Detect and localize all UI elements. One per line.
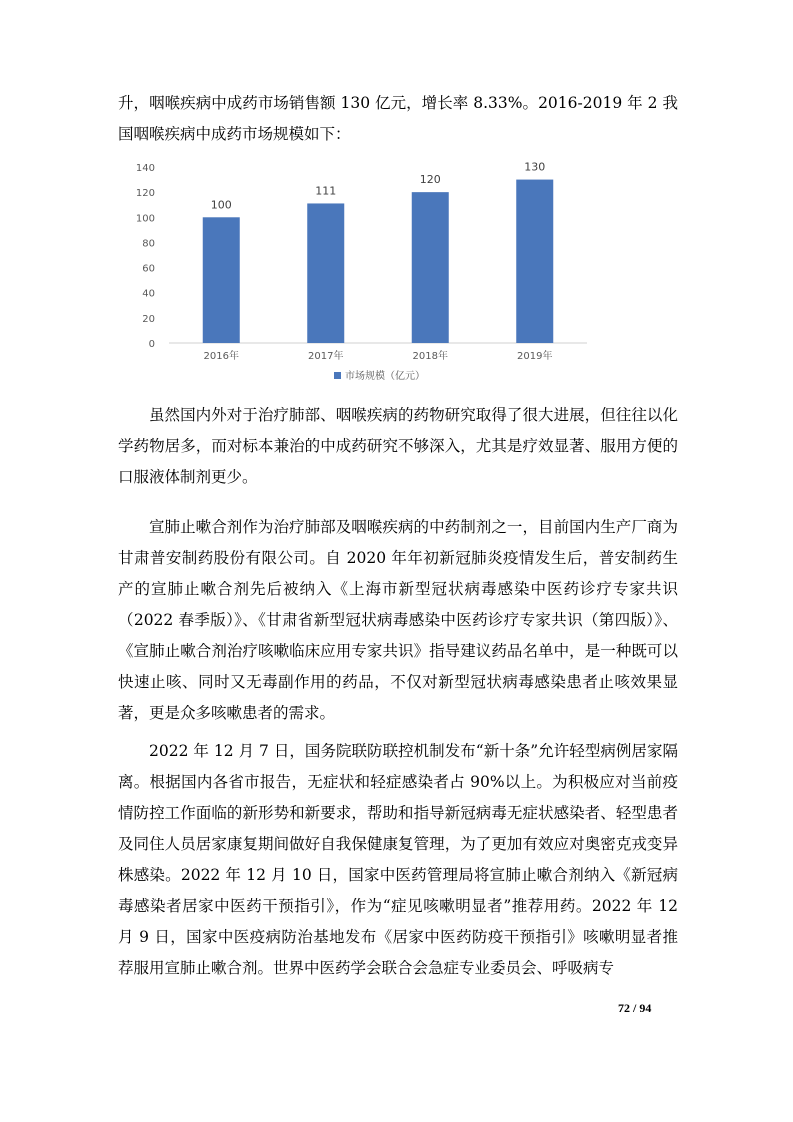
bar-2019年 [516, 180, 553, 343]
y-tick-label: 100 [135, 213, 155, 225]
x-tick-label: 2016年 [203, 351, 239, 362]
bar-2018年 [412, 192, 449, 343]
x-tick-label: 2019年 [517, 351, 553, 362]
y-tick-label: 40 [142, 288, 155, 300]
intro-paragraph: 升，咽喉疾病中成药市场销售额 130 亿元，增长率 8.33%。2016-2019 年 2 我国咽喉疾病中成药市场规模如下： [118, 94, 678, 143]
y-tick-label: 140 [135, 163, 155, 174]
y-tick-label: 80 [142, 238, 155, 250]
paragraph-research: 虽然国内外对于治疗肺部、咽喉疾病的药物研究取得了很大进展，但往往以化学药物居多，而对标本兼治的中成药研究不够深入，尤其是疗效显著、服用方便的口服液体制剂更少。 [118, 406, 678, 486]
bar-2017年 [307, 203, 344, 343]
y-tick-label: 0 [148, 339, 155, 350]
data-label: 120 [419, 173, 441, 187]
paragraph-xuanfei-zhisou: 宣肺止嗽合剂作为治疗肺部及咽喉疾病的中药制剂之一，目前国内生产厂商为甘肃普安制药股份有限公司。自 2020 年年初新冠肺炎疫情发生后，普安制药生产的宣肺止嗽合剂先后被纳入《上海市新型冠状病毒感染中医药诊疗专家共识（2022 春季版）》、《甘肃省新型冠状病毒感染中医药诊疗专家共识（第四版）》、《宣肺止嗽合剂治疗咳嗽临床应用专家共识》指导建议药品名单中，是一种既可以快速止咳、同时又无毒副作用的药品，不仅对新型冠状病毒感染患者止咳效果显著，更是众多咳嗽患者的需求。 [118, 518, 678, 722]
data-label: 100 [210, 198, 232, 212]
y-tick-label: 120 [135, 188, 155, 200]
y-tick-label: 60 [142, 263, 155, 275]
x-tick-label: 2017年 [308, 351, 344, 362]
data-label: 111 [315, 184, 337, 198]
legend-label: 市场规模（亿元） [345, 371, 425, 382]
bar-2016年 [203, 217, 240, 343]
x-tick-label: 2018年 [412, 351, 448, 362]
legend-swatch [334, 372, 341, 379]
paragraph-policy: 2022 年 12 月 7 日，国务院联防联控机制发布“新十条”允许轻型病例居家隔离。根据国内各省市报告，无症状和轻症感染者占 90%以上。为积极应对当前疫情防控工作面临的新形势和新要求，帮助和指导新冠病毒无症状感染者、轻型患者及同住人员居家康复期间做好自我保健康复管理，为了更加有效应对奥密克戎变异株感染。2022 年 12 月 10 日，国家中医药管理局将宣肺止嗽合剂纳入《新冠病毒感染者居家中医药干预指引》，作为“症见咳嗽明显者”推荐用药。2022 年 12 月 9 日，国家中医疫病防治基地发布《居家中医药防疫干预指引》咳嗽明显者推荐服用宣肺止嗽合剂。世界中医药学会联合会急症专业委员会、呼吸病专 [118, 742, 678, 977]
y-tick-label: 20 [142, 313, 155, 325]
page-number: 72 / 94 [618, 1001, 652, 1015]
data-label: 130 [524, 160, 546, 174]
market-size-bar-chart [127, 153, 607, 395]
